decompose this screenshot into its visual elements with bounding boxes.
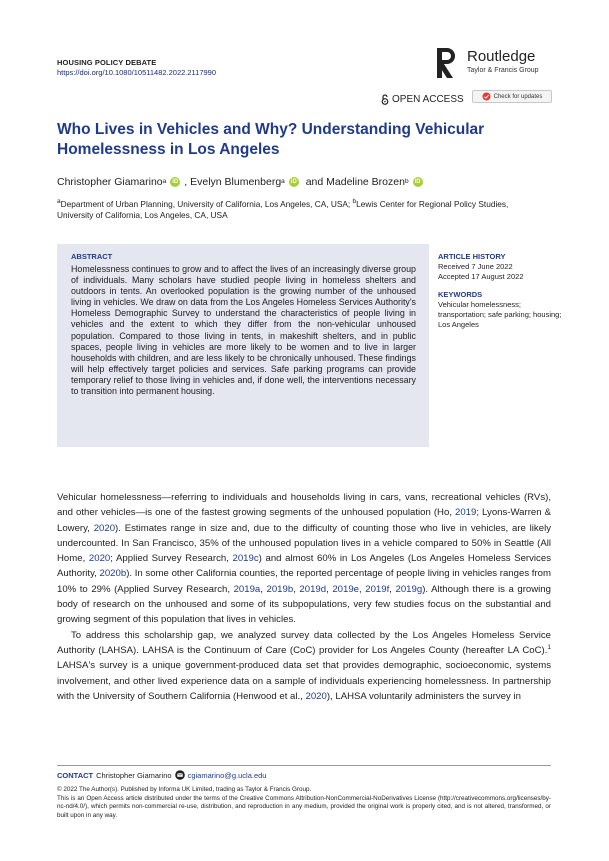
- doi-link[interactable]: https://doi.org/10.1080/10511482.2022.2117990: [57, 68, 217, 77]
- footer-divider: [57, 765, 551, 766]
- affil-a-sup: a: [57, 198, 61, 206]
- article-sidebar: [438, 252, 563, 330]
- author-list: Christopher Giamarino a iD , Evelyn Blumenberg a iD and Madeline Brozen b iD: [57, 176, 421, 188]
- author-separator: and: [302, 176, 327, 188]
- abstract-heading: ABSTRACT: [71, 252, 113, 261]
- citation-link[interactable]: 2020: [88, 553, 111, 565]
- affil-b-text: Lewis Center for Regional Policy Studies, University of California, Los Angeles, CA, USA: [57, 199, 509, 220]
- affil-a-text: Department of Urban Planning, University of California, Los Angeles, CA, USA;: [60, 199, 353, 209]
- open-lock-icon: [381, 94, 389, 105]
- orcid-icon[interactable]: iD: [414, 179, 421, 185]
- copyright-line: © 2022 The Author(s). Published by Informa UK Limited, trading as Taylor & Francis Group.: [57, 786, 312, 793]
- routledge-logo-icon: [436, 46, 458, 80]
- contact-label: CONTACT: [57, 770, 94, 780]
- footnote-marker[interactable]: 1: [547, 643, 551, 651]
- citation-link[interactable]: 2019g: [395, 583, 423, 595]
- body-paragraph: [57, 628, 551, 704]
- article-title: Who Lives in Vehicles and Why? Understanding Vehicular Homelessness in Los Angeles: [57, 121, 485, 158]
- body-text-run: ). Estimates range in size and, due to the difficulty of counting those who live in vehicles, are likely undercounted. In San Francisco, 35% of the unhoused population lives in a vehicle compared to 50% in Seattle (All Home,: [57, 522, 551, 565]
- journal-name: HOUSING POLICY DEBATE: [57, 58, 157, 67]
- article-history-heading: ARTICLE HISTORY: [438, 252, 506, 261]
- citation-link[interactable]: 2020: [93, 522, 116, 534]
- citation-link[interactable]: 2020b: [99, 568, 127, 580]
- keywords-heading: KEYWORDS: [438, 290, 483, 299]
- contact-line: [57, 770, 266, 780]
- body-text-run: ,: [293, 583, 300, 595]
- orcid-icon[interactable]: iD: [172, 179, 179, 185]
- copyright-notice: [57, 786, 551, 820]
- publisher-name: Routledge: [467, 48, 536, 65]
- citation-link[interactable]: 2019b: [266, 583, 294, 595]
- body-paragraph: [57, 490, 551, 628]
- body-text-run: ) and almost 60% in Los Angeles (Los Angeles Homeless Services Authority,: [57, 553, 551, 580]
- orcid-icon[interactable]: iD: [290, 179, 297, 185]
- open-access-text: OPEN ACCESS: [392, 94, 464, 105]
- citation-link[interactable]: 2020: [305, 690, 327, 702]
- author-name: Christopher Giamarino: [57, 176, 163, 188]
- citation-link[interactable]: 2019a: [233, 583, 261, 595]
- license-text: This is an Open Access article distributed under the terms of the Creative Commons Attribution-NonCommercial-NoDerivatives License (http://creativecommons.org/licenses/by-nc-nd/4.0/), which permits non-commercial re-use, distribution, and reproduction in any medium, provided the original work is properly cited, and is not altered, transformed, or built upon in any way.: [57, 794, 551, 819]
- publisher-subtitle: Taylor & Francis Group: [467, 67, 539, 74]
- citation-link[interactable]: 2019: [455, 507, 477, 519]
- publisher-logo[interactable]: [436, 46, 566, 82]
- citation-link[interactable]: 2019c: [232, 553, 259, 565]
- body-text-run: Vehicular homelessness—referring to individuals and households living in cars, vans, recreational vehicles (RVs), and other vehicles—is one of the fastest growing segments of the unhoused population (Ho,: [57, 492, 551, 519]
- accepted-date: Accepted 17 August 2022: [438, 272, 524, 281]
- open-access-label: [381, 94, 464, 105]
- body-text-run: To address this scholarship gap, we analyzed survey data collected by the Los Angeles Homeless Service Authority (LAHSA). LAHSA is the Continuum of Care (CoC) provider for Los Angeles County (hereafter LA CoC).: [57, 629, 551, 656]
- citation-link[interactable]: 2019e: [332, 583, 360, 595]
- email-icon: [175, 770, 185, 780]
- body-text-run: ,: [389, 583, 396, 595]
- citation-link[interactable]: 2019f: [365, 583, 390, 595]
- affil-b-sup: b: [352, 198, 357, 206]
- body-text: [57, 490, 551, 704]
- body-text-run: ; Applied Survey Research,: [110, 553, 233, 565]
- body-text-run: ). In some other California counties, the reported percentage of people living in vehicles ranges from 10% to 29% (Applied Survey Research,: [57, 568, 551, 595]
- check-updates-button[interactable]: [472, 90, 552, 103]
- author-separator: ,: [184, 176, 191, 188]
- citation-link[interactable]: 2019d: [299, 583, 327, 595]
- abstract-box: [57, 244, 429, 447]
- abstract-text: Homelessness continues to grow and to affect the lives of an increasingly diverse group of individuals. Many scholars have studied people living in homeless shelters and outdoors in tents. An overlooked population is the growing number of the unhoused living in vehicles. We draw on data from the Los Angeles Homeless Services Authority's Homeless Demographic Survey to understand the characteristics of people living in vehicles and the extent to which they differ from the non-vehicular unhoused population. Compared to those living in tents, in makeshift shelters, and in public spaces, people living in vehicles are more likely to be women and to live in larger households with children, and are less likely to be chronically unhoused. These findings will help effectively target policies and services. Safe parking programs can provide temporary relief to those living in vehicles and, if done well, the interventions necessary to transition into permanent housing.: [71, 264, 416, 397]
- body-text-run: ,: [359, 583, 366, 595]
- body-text-run: ), LAHSA voluntarily administers the survey in: [326, 690, 521, 702]
- author-name: Evelyn Blumenberg: [190, 176, 282, 188]
- body-text-run: ; Lyons-Warren & Lowery,: [57, 507, 551, 534]
- body-text-run: ,: [326, 583, 333, 595]
- contact-name: Christopher Giamarino: [96, 770, 172, 780]
- check-updates-label: Check for updates: [493, 93, 543, 100]
- affiliations: [57, 199, 547, 221]
- received-date: Received 7 June 2022: [438, 262, 513, 271]
- contact-email[interactable]: cgiamarino@g.ucla.edu: [187, 770, 267, 780]
- body-text-run: ,: [260, 583, 267, 595]
- body-text-run: LAHSA's survey is a unique government-produced data set that provides demographic, socioeconomic, systems involvement, and other lived experience data on a sample of individuals experiencing homelessness. In partnership with the University of Southern California (Henwood et al.,: [57, 660, 551, 702]
- author-name: Madeline Brozen: [326, 176, 405, 188]
- keywords-list: Vehicular homelessness; transportation; safe parking; housing; Los Angeles: [438, 300, 562, 329]
- crossmark-icon: [482, 92, 491, 101]
- body-text-run: ). Although there is a growing body of research on the unhoused and some of its subpopulations, very few studies focus on the substantial and growing segment of this population that lives in vehicles.: [57, 583, 551, 626]
